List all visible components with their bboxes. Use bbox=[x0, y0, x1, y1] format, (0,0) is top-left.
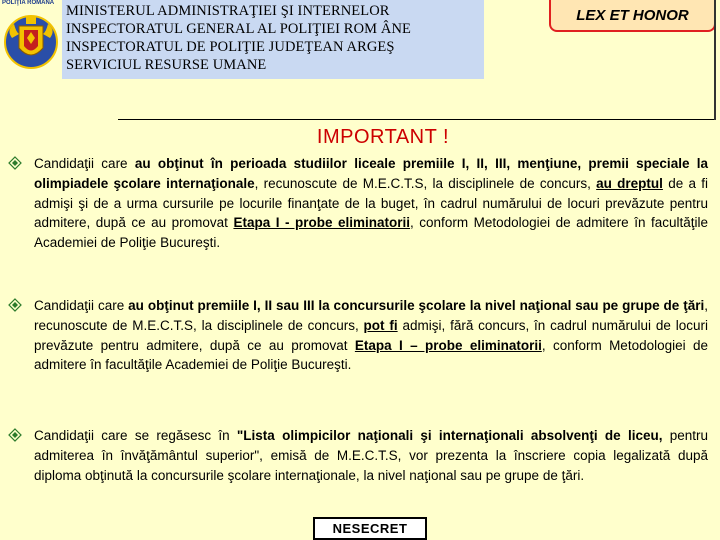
header-line-service: SERVICIUL RESURSE UMANE bbox=[66, 57, 267, 73]
bullet-2-segment-1: Candidaţii care bbox=[34, 298, 129, 313]
diamond-bullet-icon bbox=[8, 156, 22, 170]
bullet-text-1 bbox=[34, 154, 708, 253]
header-line-inspectorate-county: INSPECTORATUL DE POLIŢIE JUDEŢEAN ARGEŞ bbox=[66, 39, 395, 55]
header-divider bbox=[118, 119, 714, 120]
coat-of-arms-icon bbox=[4, 8, 58, 76]
bullet-1-segment-4: au dreptul bbox=[596, 175, 663, 191]
bullet-3-segment-2: "Lista olimpicilor naţionali şi internaţionali absolvenţi de liceu, bbox=[236, 428, 663, 443]
bullet-1-segment-7: , conform Metodologiei de admitere în facultăţile Academiei de Poliţie Bucureşti. bbox=[34, 215, 709, 251]
page-title: IMPORTANT ! bbox=[316, 126, 450, 148]
diamond-bullet-icon bbox=[8, 298, 22, 312]
bullet-2-segment-4: pot fi bbox=[363, 317, 398, 333]
list-item-bullet-1 bbox=[8, 154, 708, 253]
bullet-1-segment-3: , recunoscute de M.E.C.T.S, la disciplinele de concurs, bbox=[254, 175, 597, 191]
diamond-bullet-icon bbox=[8, 428, 22, 442]
logo-label: POLIŢIA ROMÂNĂ bbox=[2, 0, 55, 6]
bullet-2-segment-3: , recunoscute de M.E.C.T.S, la disciplinele de concurs, bbox=[34, 298, 708, 333]
bullet-2-segment-2: au obţinut premiile I, II sau III la concursurile şcolare la nivel naţional sau pe grupe de ţări bbox=[128, 298, 705, 313]
bullet-1-segment-1: Candidaţii care bbox=[34, 156, 135, 171]
bullet-2-segment-5: admişi, fără concurs, în cadrul numărului de locuri prevăzute pentru admitere, după ce au promovat bbox=[34, 317, 708, 353]
motto-box bbox=[549, 0, 716, 32]
bullet-2-segment-7: , conform Metodologiei de admitere în facultăţile Academiei de Poliţie Bucureşti. bbox=[34, 337, 708, 373]
header-line-ministry: MINISTERUL ADMINISTRAŢIEI ŞI INTERNELOR bbox=[66, 3, 390, 19]
bullet-1-segment-6: Etapa I - probe eliminatorii bbox=[233, 215, 411, 231]
bullet-3-segment-3: pentru admiterea în învăţământul superior", emisă de M.E.C.T.S, vor prezenta la înscriere copia legalizată după diploma obţinută la concursurile şcolare internaţionale, la nivel naţional sau pe grupe de ţări. bbox=[34, 428, 708, 483]
police-logo bbox=[0, 0, 62, 78]
classification-label: NESECRET bbox=[332, 521, 408, 536]
bullet-3-segment-1: Candidaţii care se regăsesc în bbox=[34, 428, 237, 443]
header-ministry-block bbox=[62, 0, 484, 79]
bullet-1-segment-2: au obţinut în perioada studiilor liceale premiile I, II, III, menţiune, premii speciale la olimpiadele şcolare internaţionale bbox=[34, 156, 708, 191]
bullet-1-segment-5: de a fi admişi şi de a urma cursurile pe locurile finanţate de la buget, în cadrul numărului de locuri prevăzute pentru admitere, după ce au promovat bbox=[34, 175, 708, 231]
motto-text: LEX ET HONOR bbox=[576, 6, 689, 24]
list-item-bullet-2 bbox=[8, 296, 708, 375]
list-item-bullet-3 bbox=[8, 426, 708, 485]
classification-badge bbox=[313, 517, 427, 540]
header-line-inspectorate-general: INSPECTORATUL GENERAL AL POLIŢIEI ROM ÂNE bbox=[66, 21, 411, 37]
bullet-text-3 bbox=[34, 426, 708, 485]
bullet-2-segment-6: Etapa I – probe eliminatorii bbox=[354, 337, 542, 353]
bullet-text-2 bbox=[34, 296, 708, 375]
header-vertical-divider bbox=[714, 0, 716, 120]
